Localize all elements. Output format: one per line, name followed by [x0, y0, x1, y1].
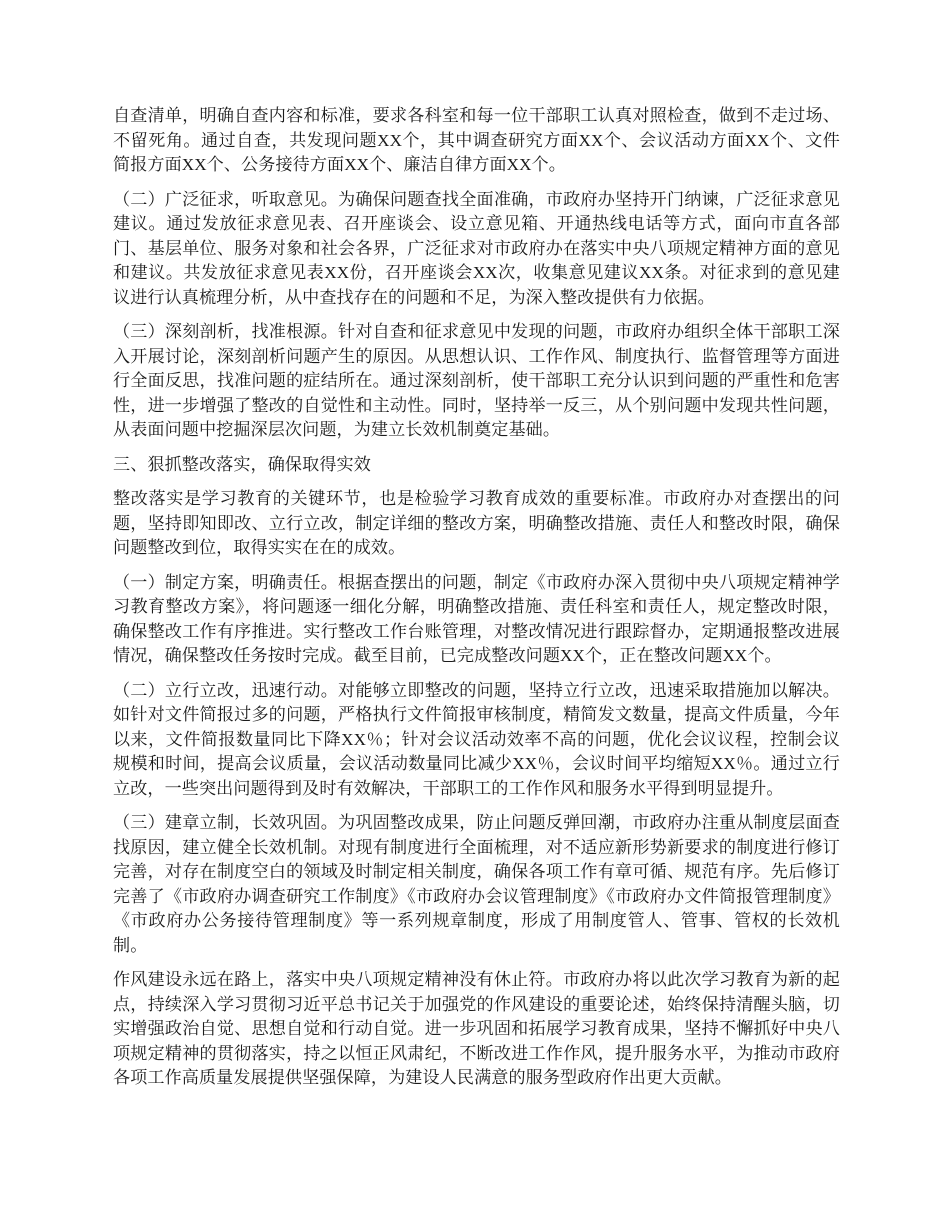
document-text-body	[113, 104, 840, 1091]
paragraph-closing-conclusion: 作风建设永远在路上，落实中央八项规定精神没有休止符。市政府办将以此次学习教育为新的起点，持续深入学习贯彻习近平总书记关于加强党的作风建设的重要论述，始终保持清醒头脑，切实增强政治自觉、思想自觉和行动自觉。进一步巩固和拓展学习教育成果，坚持不懈抓好中央八项规定精神的贯彻落实，持之以恒正风肃纪，不断改进工作作风，提升服务水平，为推动市政府各项工作高质量发展提供坚强保障，为建设人民满意的服务型政府作出更大贡献。	[113, 970, 840, 1087]
paragraph-section-three-deep-analysis: （三）深刻剖析，找准根源。针对自查和征求意见中发现的问题，市政府办组织全体干部职工深入开展讨论，深刻剖析问题产生的原因。从思想认识、工作作风、制度执行、监督管理等方面进行全面反思，找准问题的症结所在。通过深刻剖析，使干部职工充分认识到问题的严重性和危害性，进一步增强了整改的自觉性和主动性。同时，坚持举一反三，从个别问题中发现共性问题，从表面问题中挖掘深层次问题，为建立长效机制奠定基础。	[113, 322, 840, 439]
paragraph-self-inspection-checklist: 自查清单，明确自查内容和标准，要求各科室和每一位干部职工认真对照检查，做到不走过场、不留死角。通过自查，共发现问题XX个，其中调查研究方面XX个、会议活动方面XX个、文件简报方面XX个、公务接待方面XX个、廉洁自律方面XX个。	[113, 106, 840, 174]
paragraph-item-one-plan-responsibility: （一）制定方案，明确责任。根据查摆出的问题，制定《市政府办深入贯彻中央八项规定精神学习教育整改方案》，将问题逐一细化分解，明确整改措施、责任科室和责任人，规定整改时限，确保整改工作有序推进。实行整改工作台账管理，对整改情况进行跟踪督办，定期通报整改进展情况，确保整改任务按时完成。截至目前，已完成整改问题XX个，正在整改问题XX个。	[113, 572, 840, 665]
heading-section-three-rectification: 三、狠抓整改落实，确保取得实效	[113, 454, 371, 474]
paragraph-item-three-system-building: （三）建章立制，长效巩固。为巩固整改成果，防止问题反弹回潮，市政府办注重从制度层面查找原因，建立健全长效机制。对现有制度进行全面梳理，对不适应新形势新要求的制度进行修订完善，对存在制度空白的领域及时制定相关制度，确保各项工作有章可循、规范有序。先后修订完善了《市政府办调查研究工作制度》《市政府办会议管理制度》《市政府办文件简报管理制度》《市政府办公务接待管理制度》等一系列规章制度，形成了用制度管人、管事、管权的长效机制。	[113, 813, 840, 955]
paragraph-item-two-immediate-action: （二）立行立改，迅速行动。对能够立即整改的问题，坚持立行立改，迅速采取措施加以解决。如针对文件简报过多的问题，严格执行文件简报审核制度，精简发文数量，提高文件质量，今年以来，文件简报数量同比下降XX％；针对会议活动效率不高的问题，优化会议议程，控制会议规模和时间，提高会议质量，会议活动数量同比减少XX％，会议时间平均缩短XX％。通过立行立改，一些突出问题得到及时有效解决，干部职工的工作作风和服务水平得到明显提升。	[113, 680, 840, 798]
paragraph-section-two-solicit-opinions: （二）广泛征求，听取意见。为确保问题查找全面准确，市政府办坚持开门纳谏，广泛征求意见建议。通过发放征求意见表、召开座谈会、设立意见箱、开通热线电话等方式，面向市直各部门、基层单位、服务对象和社会各界，广泛征求对市政府办在落实中央八项规定精神方面的意见和建议。共发放征求意见表XX份，召开座谈会XX次，收集意见建议XX条。对征求到的意见建议进行认真梳理分析，从中查找存在的问题和不足，为深入整改提供有力依据。	[113, 189, 840, 307]
paragraph-rectification-overview: 整改落实是学习教育的关键环节，也是检验学习教育成效的重要标准。市政府办对查摆出的问题，坚持即知即改、立行立改，制定详细的整改方案，明确整改措施、责任人和整改时限，确保问题整改到位，取得实实在在的成效。	[113, 489, 840, 557]
